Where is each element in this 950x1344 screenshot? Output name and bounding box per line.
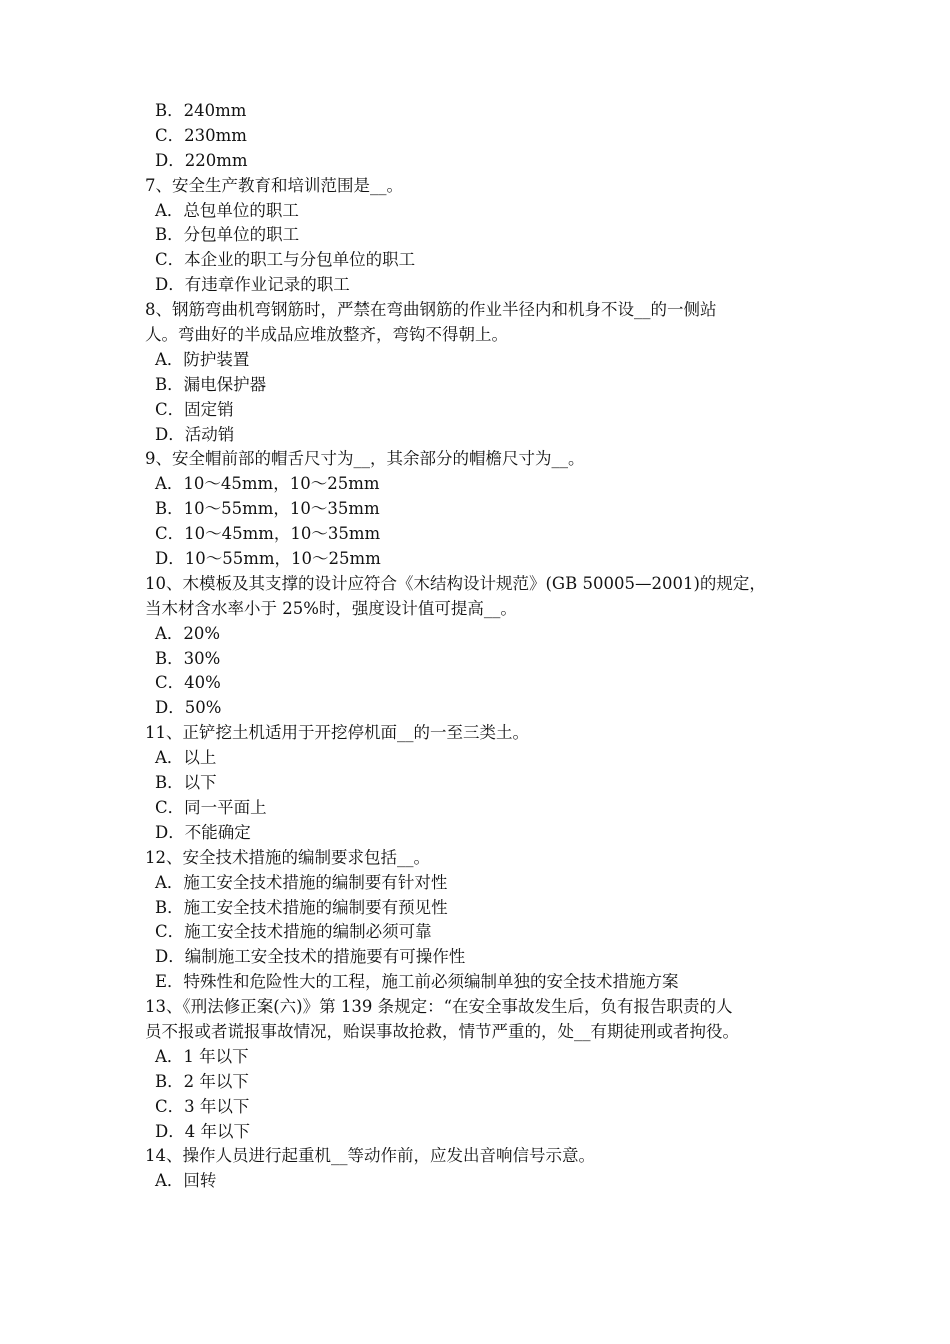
answer-option: B．240mm [155,101,247,120]
answer-option: C．本企业的职工与分包单位的职工 [155,250,416,270]
answer-option: B．施工安全技术措施的编制要有预见性 [155,897,448,917]
question-text: 13、《刑法修正案(六)》第 139 条规定：“在安全事故发生后，负有报告职责的人 [145,997,733,1017]
answer-option: A．1 年以下 [155,1046,249,1066]
answer-option: B．2 年以下 [155,1071,249,1091]
answer-option: D．编制施工安全技术的措施要有可操作性 [155,947,466,967]
answer-option: C．同一平面上 [155,797,267,817]
answer-option: B．10～55mm，10～35mm [155,499,380,519]
answer-option: C．230mm [155,125,247,145]
answer-option: A．回转 [155,1171,217,1191]
answer-option: C．40% [155,673,221,693]
question-text: 14、操作人员进行起重机__等动作前，应发出音响信号示意。 [145,1146,595,1166]
answer-option: D．10～55mm，10～25mm [155,549,381,569]
question-text: 员不报或者谎报事故情况，贻误事故抢救，情节严重的，处__有期徒刑或者拘役。 [145,1021,739,1041]
answer-option: D．不能确定 [155,822,251,842]
answer-option: A．10～45mm，10～25mm [155,474,380,494]
answer-option: D．有违章作业记录的职工 [155,275,350,295]
document-text [145,99,825,1194]
answer-option: D．活动销 [155,424,235,444]
question-text: 当木材含水率小于 25%时，强度设计值可提高__。 [145,598,517,618]
question-text: 人。弯曲好的半成品应堆放整齐，弯钩不得朝上。 [145,325,508,345]
answer-option: A．总包单位的职工 [155,200,299,220]
question-text: 8、钢筋弯曲机弯钢筋时，严禁在弯曲钢筋的作业半径内和机身不设__的一侧站 [145,300,717,320]
answer-option: D．220mm [155,150,248,170]
question-text: 9、安全帽前部的帽舌尺寸为__，其余部分的帽檐尺寸为__。 [145,449,585,469]
answer-option: D．50% [155,698,222,718]
question-text: 11、正铲挖土机适用于开挖停机面__的一至三类土。 [145,723,529,743]
answer-option: D．4 年以下 [155,1121,250,1141]
question-text: 10、木模板及其支撑的设计应符合《木结构设计规范》(GB 50005—2001)的规定， [145,573,766,593]
answer-option: B．以下 [155,773,217,793]
answer-option: E．特殊性和危险性大的工程，施工前必须编制单独的安全技术措施方案 [155,972,679,992]
answer-option: C．3 年以下 [155,1096,250,1116]
answer-option: B．漏电保护器 [155,374,267,394]
answer-option: A．防护装置 [155,349,250,369]
answer-option: C．固定销 [155,399,234,419]
question-text: 7、安全生产教育和培训范围是__。 [145,175,403,195]
question-text: 12、安全技术措施的编制要求包括__。 [145,847,430,867]
answer-option: C．施工安全技术措施的编制必须可靠 [155,922,432,942]
answer-option: A．20% [155,623,221,643]
answer-option: A．以上 [155,748,217,768]
answer-option: B．分包单位的职工 [155,225,300,245]
answer-option: A．施工安全技术措施的编制要有针对性 [155,872,448,892]
answer-option: B．30% [155,648,221,668]
answer-option: C．10～45mm，10～35mm [155,524,381,544]
